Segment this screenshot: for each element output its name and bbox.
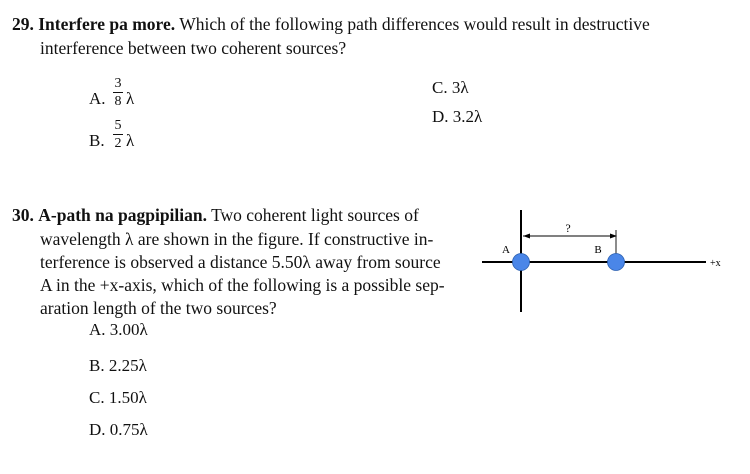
q30-text-3: terference is observed a distance 5.50λ away from source [40, 252, 441, 272]
q29-line1 [12, 13, 650, 35]
q30-figure [470, 200, 745, 320]
q29-choice-b-denominator: 2 [114, 136, 122, 151]
source-b-dot [608, 254, 625, 271]
label-plus-x: +x [710, 258, 721, 269]
arrowhead-left [523, 234, 530, 239]
source-a-dot [513, 254, 530, 271]
q30-number: 30. [12, 205, 34, 225]
label-source-b: B [594, 244, 602, 256]
q30-choice-c[interactable]: C. 1.50λ [89, 388, 147, 407]
fraction-bar [113, 92, 123, 93]
q29-choice-a-label[interactable]: A. [89, 89, 106, 108]
q29-text-2: interference between two coherent sources? [40, 38, 347, 58]
q29-choice-c[interactable]: C. 3λ [432, 78, 469, 97]
q29-number: 29. [12, 14, 34, 34]
label-question: ? [565, 221, 571, 235]
label-source-a: A [502, 244, 510, 256]
q29-title: Interfere pa more. [38, 14, 176, 34]
q29-choice-a-denominator: 8 [114, 94, 122, 109]
q29-choice-b-label[interactable]: B. [89, 131, 105, 150]
q30-choice-d[interactable]: D. 0.75λ [89, 420, 148, 439]
q30-text-2: wavelength λ are shown in the figure. If constructive in- [40, 229, 434, 249]
q30-text-1: Two coherent light sources of [211, 205, 419, 225]
q29-choice-a-fraction [112, 76, 124, 109]
q30-title: A-path na pagpipilian. [38, 205, 207, 225]
q30-text-5: aration length of the two sources? [40, 298, 277, 318]
q29-choice-b-fraction [112, 118, 124, 151]
q30-text-4: A in the +x-axis, which of the following is a possible sep- [40, 275, 445, 295]
fraction-bar [113, 134, 123, 135]
q29-choice-d[interactable]: D. 3.2λ [432, 107, 483, 126]
q29-choice-a-numerator: 3 [114, 76, 122, 91]
q30-choice-b[interactable]: B. 2.25λ [89, 356, 147, 375]
q30-line1 [12, 204, 419, 226]
q29-choice-a-symbol: λ [126, 89, 135, 108]
q29-text-1: Which of the following path differences would result in destructive [179, 14, 650, 34]
q30-choice-a[interactable]: A. 3.00λ [89, 320, 148, 339]
q29-choice-b-numerator: 5 [114, 118, 122, 133]
q29-choice-b-symbol: λ [126, 131, 135, 150]
